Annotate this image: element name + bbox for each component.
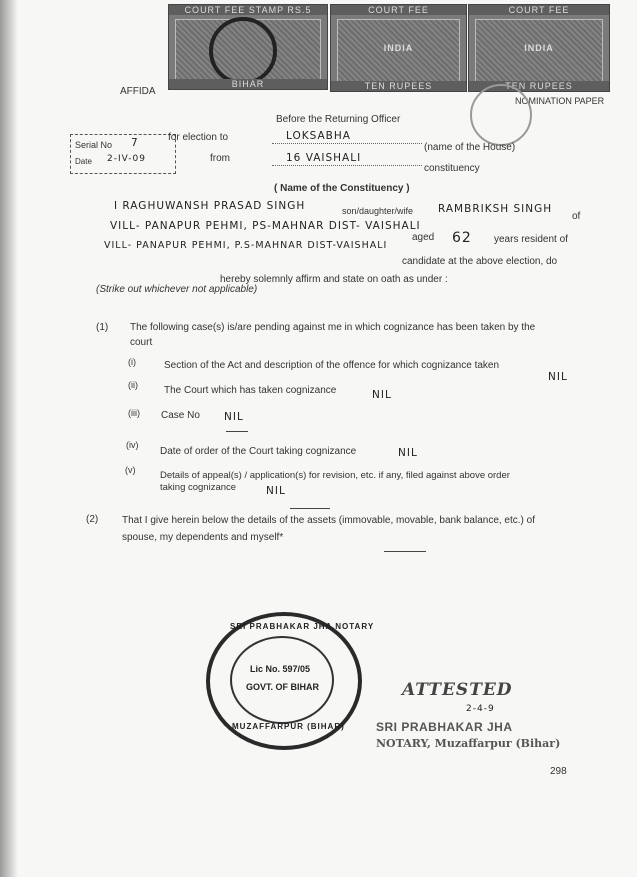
court-fee-stamp-10-a: [330, 4, 467, 92]
affidavit-title-left: AFFIDA: [120, 86, 156, 97]
item-iii-value: NIL: [224, 411, 244, 423]
deponent-age: 62: [452, 230, 472, 246]
relation-label: son/daughter/wife: [342, 206, 414, 216]
page-number: 298: [550, 766, 567, 777]
item-iv-text: Date of order of the Court taking cognizance: [160, 446, 357, 457]
stamp-country: INDIA: [524, 43, 554, 53]
of-label: of: [572, 211, 581, 222]
section2-number: (2): [86, 514, 99, 525]
item-v-text: Details of appeal(s) / application(s) for revision, etc. if any, filed against above order: [160, 470, 510, 481]
court-fee-stamp-10-b: [468, 4, 610, 92]
name-of-constituency: ( Name of the Constituency ): [274, 183, 410, 194]
election-to-value: LOKSABHA: [286, 130, 351, 142]
item-v-text2: taking cognizance: [160, 482, 237, 493]
deponent-name: I RAGHUWANSH PRASAD SINGH: [114, 200, 306, 212]
affidavit-title-right: NOMINATION PAPER: [515, 96, 605, 106]
round-seal-icon: [209, 17, 277, 85]
for-election-label: for election to: [168, 132, 229, 143]
section2-text-line1: That I give herein below the details of the assets (immovable, movable, bank balance, etc.) of: [122, 515, 535, 526]
seal-reg-number: Lic No. 597/05: [250, 664, 311, 674]
aged-label: aged: [412, 232, 435, 243]
serial-date-label: Date: [75, 157, 92, 166]
item-i-text: Section of the Act and description of the offence for which cognizance taken: [164, 360, 500, 371]
notary-seal-icon: [206, 612, 375, 750]
stamp-denomination: TEN RUPEES: [331, 81, 466, 91]
item-ii-number: (ii): [128, 380, 138, 390]
section1-text-line1: The following case(s) is/are pending against me in which cognizance has been taken by the: [130, 322, 536, 333]
serial-number: 7: [131, 137, 139, 149]
item-v-value: NIL: [266, 485, 286, 497]
notary-designation: NOTARY, Muzaffarpur (Bihar): [376, 737, 561, 750]
item-iii-text: Case No: [161, 410, 200, 421]
item-iv-value: NIL: [398, 447, 418, 459]
father-name: RAMBRIKSH SINGH: [438, 203, 553, 215]
before-returning-officer: Before the Returning Officer: [276, 114, 401, 125]
from-label: from: [210, 153, 230, 164]
item-ii-text: The Court which has taken cognizance: [164, 385, 337, 396]
years-resident-label: years resident of: [494, 234, 568, 245]
notary-name: SRI PRABHAKAR JHA: [376, 720, 513, 734]
item-ii-value: NIL: [372, 389, 392, 401]
section1-number: (1): [96, 322, 109, 333]
serial-box: [70, 134, 176, 174]
item-v-number: (v): [125, 465, 136, 475]
seal-outer-text: SRI PRABHAKAR JHA NOTARY: [230, 622, 375, 631]
section1-text-line2: court: [130, 337, 153, 348]
cancellation-seal-icon: [470, 84, 532, 146]
stamp-state: BIHAR: [169, 79, 327, 89]
serial-label: Serial No: [75, 140, 113, 150]
constituency-value: 16 VAISHALI: [286, 152, 362, 164]
attested-stamp: ATTESTED: [402, 680, 513, 700]
attested-date: 2-4-9: [466, 704, 495, 714]
item-iv-number: (iv): [126, 440, 139, 450]
stamp-top-label: COURT FEE STAMP RS.5: [169, 5, 327, 15]
scan-shadow: [0, 0, 18, 877]
section2-text-line2: spouse, my dependents and myself*: [122, 532, 284, 543]
seal-bottom-text: MUZAFFARPUR (BIHAR): [232, 722, 345, 731]
constituency-label: constituency: [424, 163, 480, 174]
stamp-top-label: COURT FEE: [469, 5, 609, 15]
item-iii-number: (iii): [128, 408, 140, 418]
stamp-country: INDIA: [383, 43, 414, 53]
serial-date: 2-IV-09: [107, 154, 146, 164]
deponent-address-2: VILL- PANAPUR PEHMI, P.S-MAHNAR DIST-VAISHALI: [104, 240, 388, 251]
court-fee-stamp-5: [168, 4, 328, 90]
candidate-label: candidate at the above election, do: [402, 256, 558, 267]
item-i-value: NIL: [548, 371, 568, 383]
seal-govt: GOVT. OF BIHAR: [246, 682, 320, 692]
deponent-address-1: VILL- PANAPUR PEHMI, PS-MAHNAR DIST- VAISHALI: [110, 220, 421, 232]
stamp-denomination: TEN RUPEES: [469, 81, 609, 91]
name-of-house-label: (name of the House): [424, 142, 516, 153]
strike-note: (Strike out whichever not applicable): [96, 284, 258, 295]
stamp-top-label: COURT FEE: [331, 5, 466, 15]
item-i-number: (i): [128, 357, 136, 367]
affirm-text: hereby solemnly affirm and state on oath as under :: [220, 274, 448, 285]
